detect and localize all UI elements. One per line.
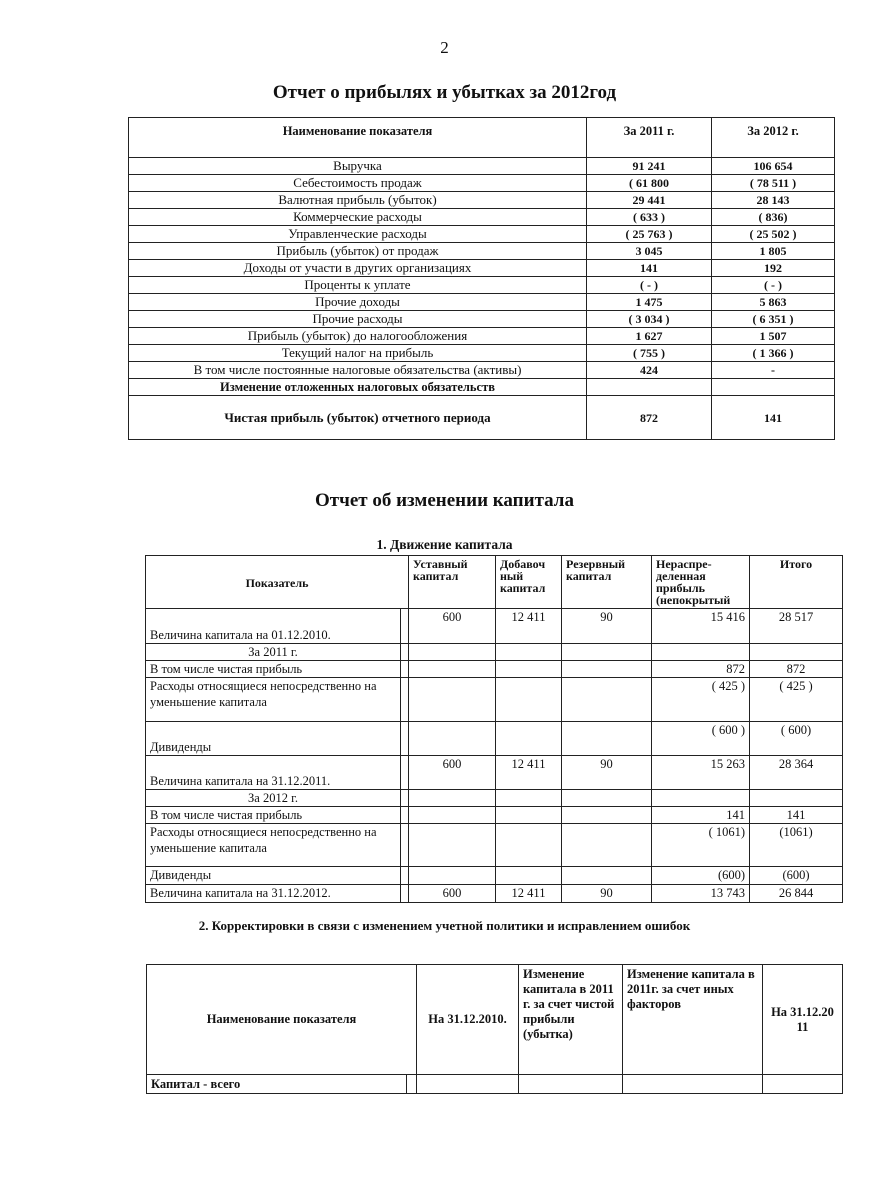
exp2012-label: Расходы относящиеся непосредственно на уменьшение капитала: [146, 824, 401, 867]
row-value-2012: ( 836): [712, 209, 835, 226]
np2012-retained: 141: [652, 807, 750, 824]
row-name: Коммерческие расходы: [129, 209, 587, 226]
profit-loss-row: [129, 243, 835, 260]
profit-loss-title: Отчет о прибылях и убытках за 2012год: [272, 82, 617, 103]
cap2011-retained: 15 263: [652, 756, 750, 790]
exp2012-retained: ( 1061): [652, 824, 750, 867]
profit-loss-row: [129, 192, 835, 209]
row-value-2012: ( 6 351 ): [712, 311, 835, 328]
corr-header-name: Наименование показателя: [147, 965, 417, 1075]
corr-header-2011: На 31.12.20 11: [763, 965, 843, 1075]
row-name: В том числе постоянные налоговые обязательства (активы): [129, 362, 587, 379]
np2011-retained: 872: [652, 661, 750, 678]
profit-loss-row: [129, 175, 835, 192]
row-value-2011: ( - ): [587, 277, 712, 294]
exp2012-total: (1061): [750, 824, 843, 867]
cap2012-label: Величина капитала на 31.12.2012.: [146, 885, 401, 903]
row-name: Управленческие расходы: [129, 226, 587, 243]
cap2011-label: Величина капитала на 31.12.2011.: [146, 756, 401, 790]
cap2010-charter: 600: [409, 609, 496, 644]
div2011-total: ( 600): [750, 722, 843, 756]
row-value-2012: ( 78 511 ): [712, 175, 835, 192]
cap2012-reserve: 90: [562, 885, 652, 903]
header-additional-capital: Добавоч ный капитал: [496, 556, 562, 609]
row-value-2011: ( 755 ): [587, 345, 712, 362]
div2012-retained: (600): [652, 867, 750, 885]
corr-capital-total-label: Капитал - всего: [147, 1075, 407, 1094]
corr-header-np-change: Изменение капитала в 2011 г. за счет чистой прибыли (убытка): [519, 965, 623, 1075]
np2012-total: 141: [750, 807, 843, 824]
row-value-2012: 28 143: [712, 192, 835, 209]
row-value-2012: -: [712, 362, 835, 379]
profit-loss-table: [128, 117, 835, 440]
cap2012-total: 26 844: [750, 885, 843, 903]
profit-loss-row: [129, 328, 835, 345]
corrections-table: [146, 964, 843, 1094]
net-profit-2011: 872: [587, 396, 712, 440]
year-2011-label: За 2011 г.: [146, 644, 401, 661]
np2011-total: 872: [750, 661, 843, 678]
profit-loss-row: [129, 226, 835, 243]
corrections-title: 2. Корректировки в связи с изменением учетной политики и исправлением ошибок: [198, 918, 691, 933]
row-value-2012: ( 1 366 ): [712, 345, 835, 362]
corr-header-other-change: Изменение капитала в 2011г. за счет иных факторов: [623, 965, 763, 1075]
header-total: Итого: [750, 556, 843, 609]
profit-loss-row: [129, 209, 835, 226]
row-name: Прибыль (убыток) до налогообложения: [129, 328, 587, 345]
cap2010-reserve: 90: [562, 609, 652, 644]
row-value-2012: ( 25 502 ): [712, 226, 835, 243]
row-value-2012: [712, 379, 835, 396]
div2012-total: (600): [750, 867, 843, 885]
row-name: Текущий налог на прибыль: [129, 345, 587, 362]
capital-movement-title: 1. Движение капитала: [376, 537, 513, 552]
row-value-2012: 106 654: [712, 158, 835, 175]
row-value-2012: 1 507: [712, 328, 835, 345]
net-profit-label: Чистая прибыль (убыток) отчетного периода: [129, 396, 587, 440]
cap2012-additional: 12 411: [496, 885, 562, 903]
header-charter-capital: Уставный капитал: [409, 556, 496, 609]
profit-loss-row: [129, 345, 835, 362]
cap2011-additional: 12 411: [496, 756, 562, 790]
cap2011-reserve: 90: [562, 756, 652, 790]
row-value-2012: 1 805: [712, 243, 835, 260]
row-value-2011: 1 627: [587, 328, 712, 345]
profit-loss-row: [129, 260, 835, 277]
row-value-2011: 424: [587, 362, 712, 379]
row-value-2011: ( 61 800: [587, 175, 712, 192]
row-value-2011: [587, 379, 712, 396]
profit-loss-row: [129, 311, 835, 328]
row-name: Прочие доходы: [129, 294, 587, 311]
div2012-label: Дивиденды: [146, 867, 401, 885]
page-number: 2: [440, 38, 449, 57]
row-name: Доходы от участи в других организациях: [129, 260, 587, 277]
profit-loss-row: [129, 362, 835, 379]
corr-header-2010: На 31.12.2010.: [417, 965, 519, 1075]
cap2010-label: Величина капитала на 01.12.2010.: [146, 609, 401, 644]
np2011-label: В том числе чистая прибыль: [146, 661, 401, 678]
profit-loss-row: [129, 277, 835, 294]
cap2010-total: 28 517: [750, 609, 843, 644]
row-name: Выручка: [129, 158, 587, 175]
profit-loss-row: [129, 158, 835, 175]
header-indicator: Показатель: [146, 556, 409, 609]
cap2012-charter: 600: [409, 885, 496, 903]
header-retained-earnings: Нераспре- деленная прибыль (непокрытый: [652, 556, 750, 609]
row-value-2011: 29 441: [587, 192, 712, 209]
capital-movement-table: [145, 555, 843, 903]
row-value-2011: ( 633 ): [587, 209, 712, 226]
row-value-2011: ( 25 763 ): [587, 226, 712, 243]
row-name: Себестоимость продаж: [129, 175, 587, 192]
exp2011-retained: ( 425 ): [652, 678, 750, 722]
row-name: Изменение отложенных налоговых обязательств: [129, 379, 587, 396]
exp2011-label: Расходы относящиеся непосредственно на уменьшение капитала: [146, 678, 401, 722]
header-reserve-capital: Резервный капитал: [562, 556, 652, 609]
row-value-2012: 192: [712, 260, 835, 277]
header-2011: За 2011 г.: [587, 118, 712, 158]
profit-loss-row: [129, 379, 835, 396]
row-value-2011: 141: [587, 260, 712, 277]
row-value-2011: ( 3 034 ): [587, 311, 712, 328]
row-name: Проценты к уплате: [129, 277, 587, 294]
year-2012-label: За 2012 г.: [146, 790, 401, 807]
row-name: Валютная прибыль (убыток): [129, 192, 587, 209]
header-2012: За 2012 г.: [712, 118, 835, 158]
cap2010-retained: 15 416: [652, 609, 750, 644]
row-value-2011: 91 241: [587, 158, 712, 175]
net-profit-2012: 141: [712, 396, 835, 440]
row-name: Прочие расходы: [129, 311, 587, 328]
cap2011-charter: 600: [409, 756, 496, 790]
profit-loss-row: [129, 294, 835, 311]
exp2011-total: ( 425 ): [750, 678, 843, 722]
cap2010-additional: 12 411: [496, 609, 562, 644]
capital-changes-title: Отчет об изменении капитала: [315, 490, 574, 511]
cap2011-total: 28 364: [750, 756, 843, 790]
header-name: Наименование показателя: [129, 118, 587, 158]
cap2012-retained: 13 743: [652, 885, 750, 903]
row-value-2011: 1 475: [587, 294, 712, 311]
np2012-label: В том числе чистая прибыль: [146, 807, 401, 824]
div2011-label: Дивиденды: [146, 722, 401, 756]
row-name: Прибыль (убыток) от продаж: [129, 243, 587, 260]
div2011-retained: ( 600 ): [652, 722, 750, 756]
row-value-2012: 5 863: [712, 294, 835, 311]
row-value-2011: 3 045: [587, 243, 712, 260]
row-value-2012: ( - ): [712, 277, 835, 294]
